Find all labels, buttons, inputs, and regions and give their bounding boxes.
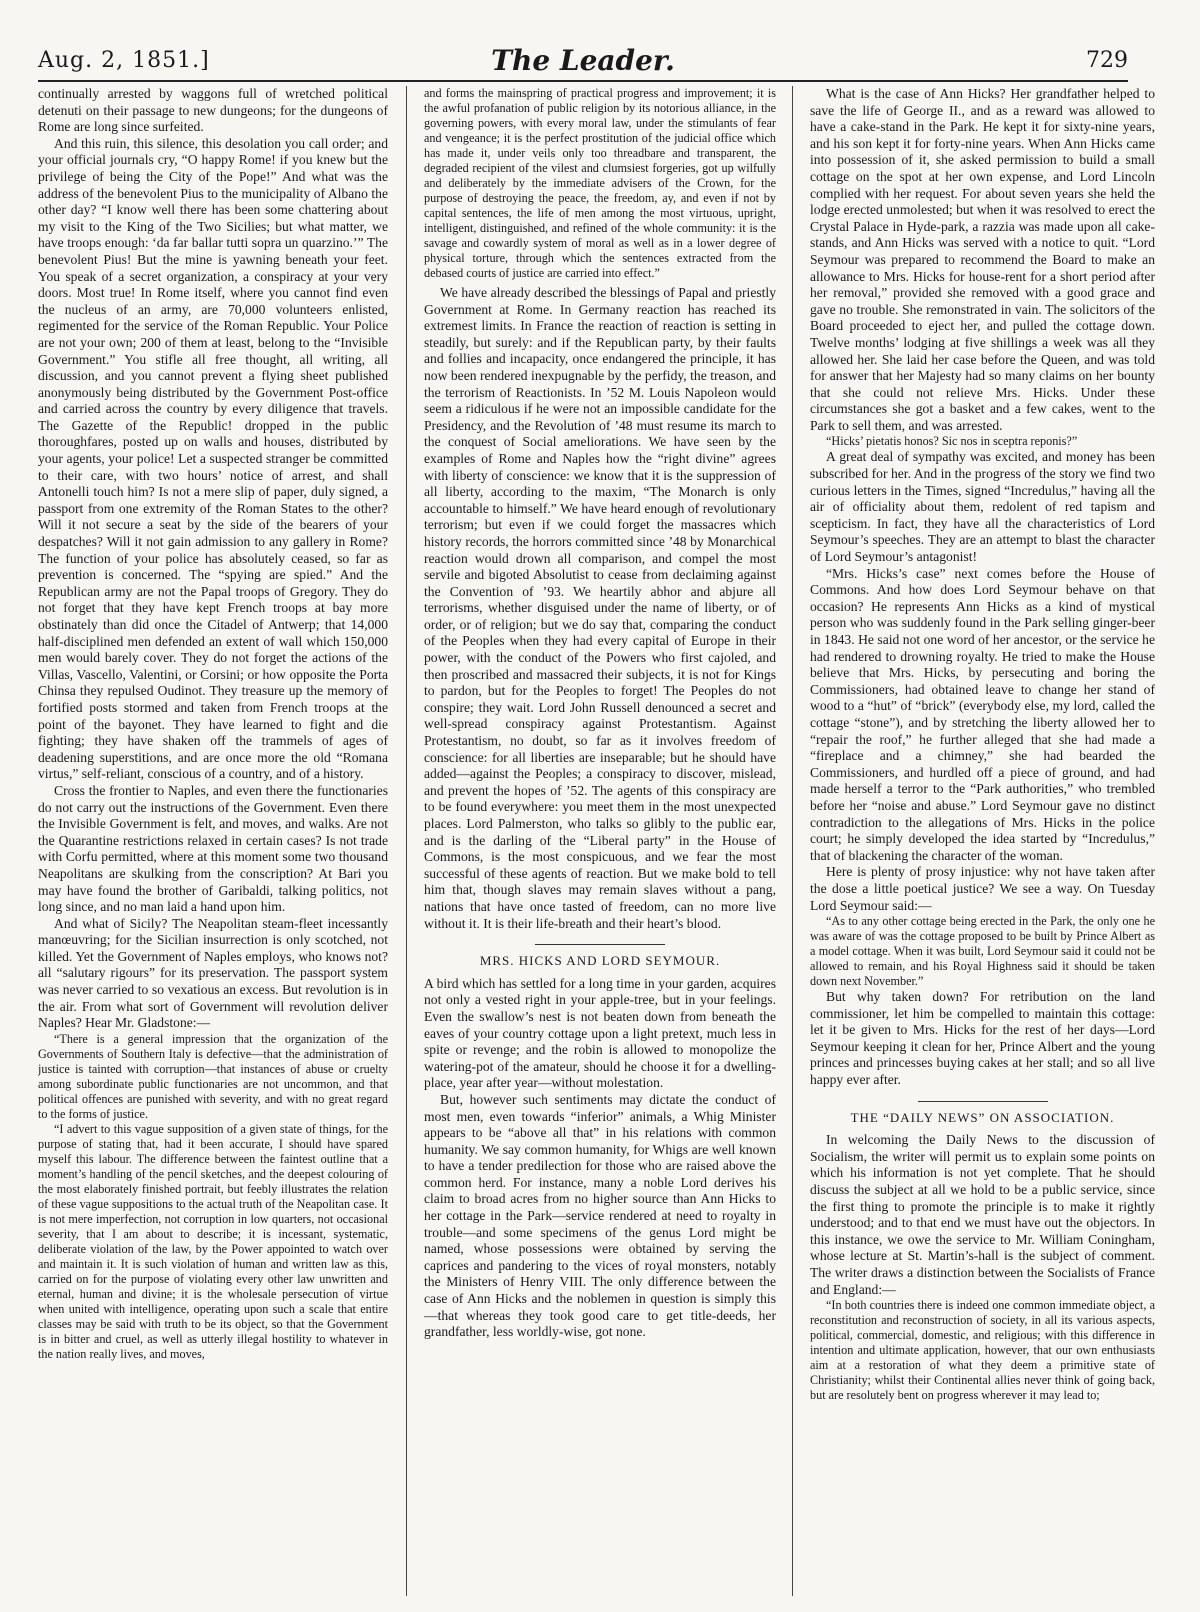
article-heading: MRS. HICKS AND LORD SEYMOUR. [479,953,721,969]
masthead [38,40,1128,82]
paragraph: “Mrs. Hicks’s case” next comes before the House of Commons. And how does Lord Seymour behave on that occasion? He represents Ann Hicks as a kind of mystical person who was suddenly found in the Park selling ginger-beer in 1843. He said not one word of her ancestor, or the service he had rendered to drowning royalty. He tried to make the House believe that Mrs. Hicks, by persecuting and boring the Commissioners, had obtained leave to change her stand of wood to a “hut” of “brick” (everybody else, my lord, called the cottage “stone”), and by stretching the liberty allowed her to “repair the roof,” he further alleged that she had made a “fireplace and a chimney,” she had bearded the Commissioners, and hurdled off a piece of ground, and had made herself a terror to the “Park authorities,” who trembled before her “noise and abuse.” Lord Seymour gave no distinct contradiction to the allegations of Mrs. Hicks in the police court; he simply developed the idea started by “Incredulus,” that of blackening the character of the woman. [810,565,1155,863]
paragraph: In welcoming the Daily News to the discussion of Socialism, the writer will permit us to explain some points on which his information is not yet complete. That he should discuss the subject at all we hold to be a public service, since the first thing to promote the principle is to make it rightly understood; and to that end we must have out the objectors. In this instance, we owe the service to Mr. William Coningham, whose lecture at St. Martin’s-hall is the subject of comment. The writer draws a distinction between the Socialists of France and England:— [810,1132,1155,1297]
section-divider [918,1101,1048,1102]
page-number: 729 [1086,48,1128,73]
paragraph: A great deal of sympathy was excited, and money has been subscribed for her. And in the progress of the story we find two curious letters in the Times, signed “Incredulus,” having all the air of officiality about them, redolent of red tapism and scepticism. In fact, they have all the characteristics of Lord Seymour’s speeches. They are an attempt to blast the character of Lord Seymour’s antagonist! [810,449,1155,565]
quotation: “I advert to this vague supposition of a given state of things, for the purpose of stating that, had it been accurate, I should have spared myself this labour. The difference between the faintest outline that a moment’s handling of the pencil sketches, and the deepest colouring of the most elaborately finished portrait, but feebly illustrates the relation of these vague suppositions to the actual truth of the Neapolitan case. It is not mere imperfection, not corruption in low quarters, not occasional severity, that I am about to describe; it is incessant, systematic, deliberate violation of the law, by the Power appointed to watch over and maintain it. It is such violation of human and written law as this, carried on for the purpose of violating every other law unwritten and eternal, human and divine; it is the wholesale persecution of virtue when united with intelligence, operating upon such a scale that entire classes may be said with truth to be its object, so that the Government is in bitter and cruel, as well as utterly illegal hostility to whatever in the nation really lives, and moves, [38,1121,388,1361]
section-divider [535,944,665,945]
newspaper-title: The Leader. [491,44,675,77]
column-1 [38,86,388,1596]
quotation: “There is a general impression that the organization of the Governments of Southern Italy is defective—that the administration of justice is tainted with corruption—that instances of abuse or cruelty among subordinate public functionaries are not uncommon, and that political offences are punished with severity, and with no great regard to the forms of justice. [38,1031,388,1121]
issue-date: Aug. 2, 1851.] [38,48,210,73]
paragraph: Cross the frontier to Naples, and even there the functionaries do not carry out the instructions of the Government. Even there the Invisible Government is felt, and moves, and walks. Are not the Quarantine restrictions relaxed in certain cases? Is not trade with Corfu permitted, where at this moment some two thousand Neapolitans are skulking from the conscription? At Bari you may have found the brother of Garibaldi, talking politics, not long since, and no man laid a hand upon him. [38,782,388,915]
paragraph: A bird which has settled for a long time in your garden, acquires not only a vested right in your apple-tree, but in your feelings. Even the swallow’s nest is not beaten down from beneath the eaves of your country cottage upon a light pretext, much less in spite or revenge; and the robin is allowed to monopolize the watering-pot of the amateur, should he choose it for a dwelling-place, year after year—without molestation. [424,975,776,1091]
paragraph: But why taken down? For retribution on the land commissioner, let him be compelled to maintain this cottage: let it be given to Mrs. Hicks for the rest of her days—Lord Seymour keeping it clean for her, Prince Albert and the young princes and princesses buying cakes at her stall; and so all live happy ever after. [810,989,1155,1088]
column-rule [406,86,407,1596]
paragraph: We have already described the blessings of Papal and priestly Government at Rome. In Germany reaction has reached its extremest limits. In France the reaction of reaction is setting in steadily, but surely: and if the Republican party, by their faults and follies and incapacity, once endangered the principle, it has now been rendered inexpugnable by the perfidy, the treason, and the terrorism of Reactionists. In ’52 M. Louis Napoleon would seem a ridiculous if he were not an impossible candidate for the Presidency, and the Revolution of ’48 must resume its march to the conquest of Social ameliorations. We have seen by the examples of Rome and Naples how the “right divine” agrees with liberty of conscience: we know that it is the suppression of all liberty, according to the maxim, “The Monarch is only accountable to himself.” We have heard enough of revolutionary terrorism; but even if we could forget the massacres which history records, the horrors committed since ’48 by Monarchical reaction would drown all comparison, and compel the most servile and bigoted Absolutist to cease from declaiming against the Convention of ’93. We heartily abhor and abjure all terrorisms, whether disguised under the name of liberty, or of order, or of religion; but we do say that, comparing the conduct of the Peoples when they had every capital of Europe in their power, with the conduct of the Powers who first cajoled, and then proscribed and massacred their subjects, it is not for Kings to pardon, but for the Peoples to forget! The Peoples do not conspire; they wait. Lord John Russell denounced a secret and well-spread conspiracy against Protestantism. Against Protestantism, no doubt, so far as it involves freedom of conscience: for all liberties are inseparable; but he should have added—against the Peoples; a conspiracy to discover, mislead, and prevent the hopes of ’52. The agents of this conspiracy are to be found everywhere: you meet them in the most unexpected places. Lord Palmerston, who talks so glibly to the public ear, and is the darling of the “Liberal party” in the House of Commons, is the most conspicuous, and we fear the most successful of these agents of reaction. But we make bold to tell him that, though slaves may remain slaves without a pang, nations that have once tasted of freedom, can no more live without it. It is their life-breath and their heart’s blood. [424,285,776,931]
paragraph: What is the case of Ann Hicks? Her grandfather helped to save the life of George II., and as a reward was allowed to have a cake-stand in the Park. He kept it for sixty-nine years, and his son kept it for forty-nine years. When Ann Hicks came into possession of it, she asked permission to build a small cottage on the spot at her own expense, and Lord Lincoln complied with her request. For about seven years she held the lodge erected unmolested; but when it was resolved to erect the Crystal Palace in Hyde-park, a razzia was made upon all cake-stands, and Ann Hicks was served with a notice to quit. “Lord Seymour was prepared to recommend the Board to make an allowance to Mrs. Hicks for house-rent for a short period after her removal,” provided she removed with a good grace and gave no trouble. She remonstrated in vain. The solicitors of the Board proceeded to eject her, and pulled the cottage down. Twelve months’ lodging at five shillings a week was all they allowed her. She laid her case before the Queen, and was told for answer that her Majesty had so many claims on her bounty that she could not relieve Mrs. Hicks. Under these circumstances she got a basket and a few cakes, went to the Park to sell them, and was arrested. [810,86,1155,433]
article-heading: THE “DAILY NEWS” ON ASSOCIATION. [850,1109,1115,1125]
latin-quote: “Hicks’ pietatis honos? Sic nos in sceptra reponis?” [826,434,1078,449]
paragraph: And what of Sicily? The Neapolitan steam-fleet incessantly manœuvring; for the Sicilian insurrection is only scotched, not killed. Yet the Government of Naples employs, who knows not? all “salutary rigours” for its preservation. The passport system was never carried to so vexatious an excess. But revolution is in the air. From what sort of Government will revolution deliver Naples? Hear Mr. Gladstone:— [38,915,388,1031]
paragraph: continually arrested by waggons full of wretched political detenuti on their passage to new dungeons; for the dungeons of Rome are long since surfeited. [38,86,388,135]
quotation: and forms the mainspring of practical progress and improvement; it is the awful profanation of public religion by its notorious alliance, in the governing powers, with every moral law, under the stimulants of fear and vengeance; it is the perfect prostitution of the judicial office which has made it, under veils only too threadbare and transparent, the degraded recipient of the vilest and clumsiest forgeries, got up wilfully and deliberately by the immediate advisers of the Crown, for the purpose of destroying the peace, the freedom, ay, and even if not by capital sentences, the life of men among the most virtuous, upright, intelligent, distinguished, and refined of the whole community: it is the savage and cowardly system of moral as well as in a lower degree of physical torture, through which the sentences extracted from the debased courts of justice are carried into effect.” [424,86,776,280]
paragraph: Here is plenty of prosy injustice: why not have taken after the dose a little poetical justice? We see a way. On Tuesday Lord Seymour said:— [810,864,1155,913]
paragraph: But, however such sentiments may dictate the conduct of most men, even towards “inferior” animals, a Whig Minister appears to be “above all that” in his relations with common humanity. We say common humanity, for Whigs are well known to have a tender predilection for those who are raised above the common herd. For instance, many a noble Lord derives his claim to broad acres from no higher source than Ann Hicks to her cottage in the Park—service rendered at need to royalty in trouble—and some specimens of the genus Lord might be named, whose possessions were obtained by serving the caprices and pandering to the vices of royal monsters, notably the Ministers of Henry VIII. The only difference between the case of Ann Hicks and the noblemen in question is simply this—that whereas they took good care to get title-deeds, her grandfather, less worldly-wise, got none. [424,1091,776,1340]
quotation: “As to any other cottage being erected in the Park, the only one he was aware of was the cottage proposed to be built by Prince Albert as a model cottage. When it was built, Lord Seymour said it could not be allowed to remain, and his Royal Highness said it should be taken down next November.” [810,914,1155,989]
paragraph: And this ruin, this silence, this desolation you call order; and your official journals cry, “O happy Rome! if you knew but the privilege of being the City of the Pope!” And what was the address of the benevolent Pius to the municipality of Albano the other day? “I know well there has been some chattering about my visit to the King of the Two Sicilies; but what matter, we have troops enough: ‘da far ballar tutti sopra un quarzino.’” The benevolent Pius! But the mine is yawning beneath your feet. You speak of a secret organization, a conspiracy at your very doors. Most true! In Rome itself, where you cannot find even the nucleus of an army, are 70,000 volunteers enlisted, regimented for the service of the Roman Republic. Your Police are not your own; 200 of them at least, belong to the “Invisible Government.” You stifle all free thought, all writing, all discussion, and you cannot prevent a flying sheet published anonymously being distributed by the Government Post-office and carried across the country by every diligence that travels. The Gazette of the Republic! dropped in the public thoroughfares, posted up on walls and houses, distributed by your agents, your police! Let a suspected stranger be committed to their care, with two hours’ notice of arrest, and shall Antonelli touch him? Is not a mere slip of paper, duly signed, a passport from one extremity of the Roman States to the other? Will it not secure a seat by the side of the bearers of your despatches? Will it not gain admission to any gallery in Rome? The function of your police has absolutely ceased, so far as prevention is concerned. The “spying are spied.” And the Republican army are not the Papal troops of Gregory. They do not forget that they have kept French troops at bay more obstinately than did once the Citadel of Antwerp; that 14,000 half-disciplined men defended an extent of wall which 150,000 men would barely cover. They do not forget the actions of the Villas, Vascello, Valentini, or Corsini; or how opposite the Porta Chinsa they repulsed Oudinot. They treasure up the memory of fortified posts stormed and taken from French troops at the point of the bayonet. They have learned to fight and die fighting; they have shaken off the trammels of ages of deadening superstitions, and are once more the old “Romana virtus,” self-reliant, conscious of a country, and of a history. [38,135,388,782]
column-3 [810,86,1155,1596]
quotation: “In both countries there is indeed one common immediate object, a reconstitution and reconstruction of society, in all its various aspects, political, commercial, domestic, and religious; with this difference in intention and ultimate application, however, that our own enthusiasts aim at a restoration of what they deem a primitive state of Christianity; whilst their Continental allies never think of going back, but are resolutely bent on progress wherever it may lead to; [810,1298,1155,1403]
column-2 [424,86,776,1596]
column-rule [792,86,793,1596]
